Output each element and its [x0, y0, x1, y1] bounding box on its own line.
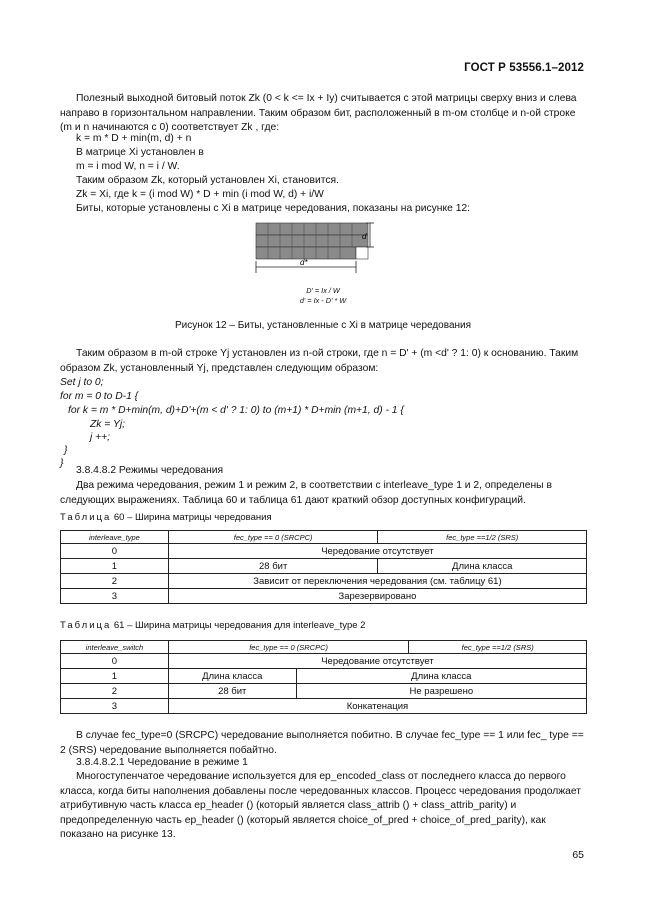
- code-line-7: }: [60, 458, 64, 469]
- code-line-3: for k = m * D+min(m, d)+D'+(m < d' ? 1: 0) to (m+1) * D+min (m+1, d) - 1 {: [68, 405, 404, 416]
- table-cell: 2: [61, 574, 169, 589]
- figure-12: [248, 217, 378, 277]
- table-header-cell: fec_type == 0 (SRCPC): [168, 531, 378, 544]
- table-row: [61, 684, 587, 699]
- table-header-cell: fec_type == 0 (SRCPC): [168, 641, 408, 654]
- interleave-matrix-diagram: [248, 217, 378, 277]
- code-line-2: for m = 0 to D-1 {: [60, 391, 139, 402]
- intro-paragraph: Полезный выходной битовый поток Zk (0 < k <= Ix + Iy) считывается с этой матрицы сверху вниз и слева направо в горизонтальном направлении. Таким образом бит, расположенный в m-ом столбце и n-ой строке (m и n начинаются с 0) соответствует Zk , где:: [60, 93, 577, 133]
- table-cell: 1: [61, 559, 169, 574]
- table-cell: 0: [61, 654, 169, 669]
- figure-12-caption: Рисунок 12 – Биты, установленные с Xi в матрице чередования: [174, 320, 472, 331]
- formula-mn: m = i mod W, n = i / W.: [76, 161, 180, 172]
- code-line-6: }: [64, 445, 68, 456]
- table-row: [61, 699, 587, 714]
- table-header-cell: fec_type ==1/2 (SRS): [409, 641, 587, 654]
- table-header-row: [61, 531, 587, 544]
- table-cell: Длина класса: [378, 559, 587, 574]
- table-header-row: [61, 641, 587, 654]
- table-row: [61, 589, 587, 604]
- table-cell: 28 бит: [168, 559, 378, 574]
- para2-paragraph: Таким образом в m-ой строке Yj установлен из n-ой строки, где n = D' + (m <d' ? 1: 0) к основанию. Таким образом Zk, установленный Yj, представлен следующим образом:: [60, 348, 579, 374]
- figure-formula-2: d' = Ix - D' * W: [299, 296, 347, 305]
- table-row: [61, 544, 587, 559]
- table-cell: Не разрешено: [296, 684, 586, 699]
- table-cell: Зарезервировано: [168, 589, 586, 604]
- d-label: d: [362, 232, 367, 241]
- code-line-4: Zk = Yj;: [90, 419, 126, 430]
- closing-paragraph: В случае fec_type=0 (SRCPC) чередование выполняется побитно. В случае fec_type == 1 или fec_ type == 2 (SRS) чередование выполняется побайтно.: [60, 730, 584, 756]
- d-star-label: d*: [300, 258, 308, 267]
- table-header-cell: interleave_switch: [61, 641, 169, 654]
- subsection-heading: 3.8.4.8.2.1 Чередование в режиме 1: [76, 757, 248, 768]
- bits-line: Биты, которые установлены с Xi в матрице чередования, показаны на рисунке 12:: [76, 203, 471, 214]
- table-cell: 0: [61, 544, 169, 559]
- closing-paragraph-2: Многоступенчатое чередование используется для ep_encoded_class от последнего класса до первого класса, когда биты наполнения добавлены после чередованных классов. Процесс чередования продолжает атрибутивную часть класса ep_header () (который является class_attrib () + class_attrib_parity) и предопределенную часть ep_header () (который является choice_of_pred + choice_of_pred_parity), как показано на рисунке 13.: [60, 771, 582, 840]
- thus-line: Таким образом Zk, который установлен Xi, становится.: [76, 175, 339, 186]
- table-cell: Зависит от переключения чередования (см. таблицу 61): [168, 574, 586, 589]
- table-header-cell: interleave_type: [61, 531, 169, 544]
- formula-k: k = m * D + min(m, d) + n: [76, 133, 192, 144]
- code-line-5: j ++;: [90, 432, 111, 443]
- table-cell: 3: [61, 589, 169, 604]
- table-row: [61, 669, 587, 684]
- table-cell: 3: [61, 699, 169, 714]
- table-cell: Чередование отсутствует: [168, 544, 586, 559]
- table-61: [60, 640, 587, 714]
- table-row: [61, 654, 587, 669]
- table-61-caption: Таблица 61 – Ширина матрицы чередования для interleave_type 2: [60, 620, 366, 631]
- page-number: 65: [572, 849, 584, 861]
- section-paragraph: Два режима чередования, режим 1 и режим 2, в соответствии с interleave_type 1 и 2, определены в следующих выражениях. Таблица 60 и таблица 61 дают краткий обзор доступных конфигураций.: [60, 480, 552, 506]
- table-cell: Длина класса: [296, 669, 586, 684]
- figure-formula-1: D' = Ix / W: [306, 286, 340, 295]
- table-cell: 1: [61, 669, 169, 684]
- table-cell: 2: [61, 684, 169, 699]
- table-cell: Длина класса: [168, 669, 296, 684]
- table-row: [61, 574, 587, 589]
- table-cell: Конкатенация: [168, 699, 586, 714]
- matrix-line: В матрице Xi установлен в: [76, 147, 204, 158]
- table-cell: Чередование отсутствует: [168, 654, 586, 669]
- table-row: [61, 559, 587, 574]
- table-header-cell: fec_type ==1/2 (SRS): [378, 531, 587, 544]
- formula-zk: Zk = Xi, где k = (i mod W) * D + min (i mod W, d) + i/W: [76, 189, 324, 200]
- standard-header: ГОСТ Р 53556.1–2012: [464, 62, 584, 74]
- table-cell: 28 бит: [168, 684, 296, 699]
- table-60: [60, 530, 587, 604]
- code-line-1: Set j to 0;: [60, 377, 104, 388]
- table-60-caption: Таблица 60 – Ширина матрицы чередования: [60, 512, 272, 523]
- section-heading: 3.8.4.8.2 Режимы чередования: [76, 465, 224, 476]
